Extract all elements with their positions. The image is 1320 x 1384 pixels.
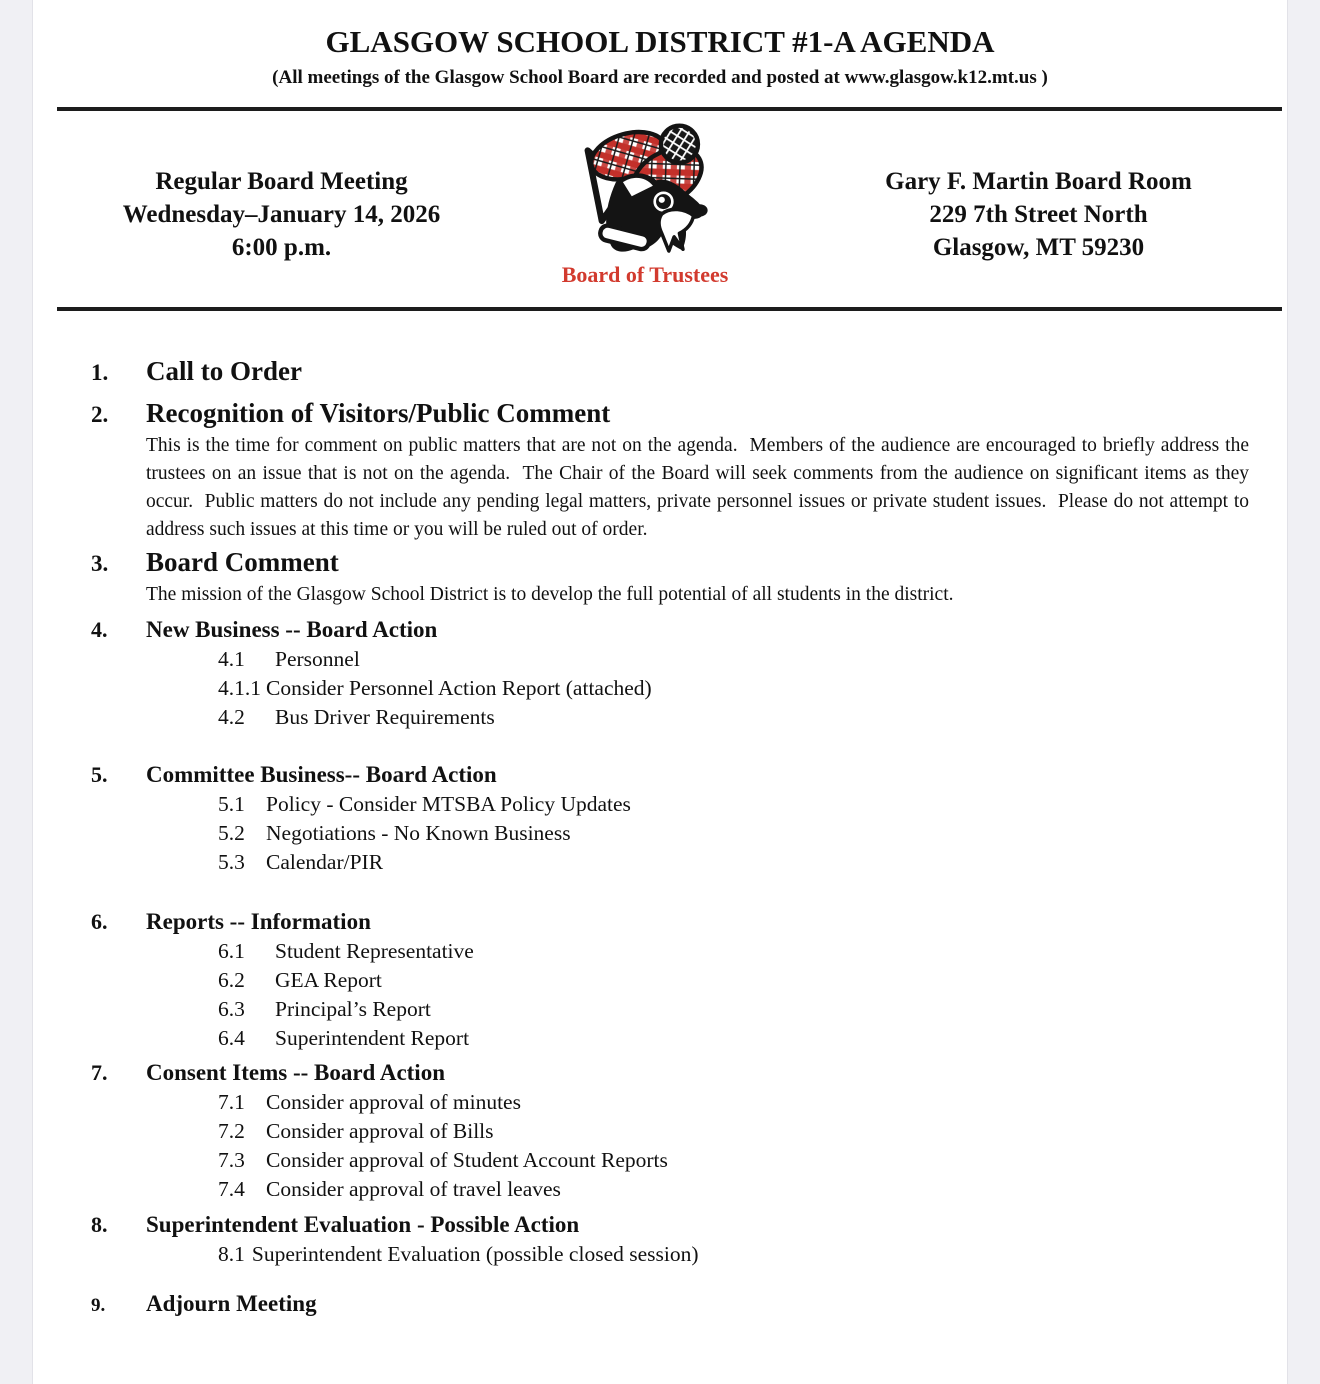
agenda-item-heading: Recognition of Visitors/Public Comment bbox=[146, 398, 611, 428]
agenda-subitem bbox=[91, 703, 1287, 732]
meeting-time: 6:00 p.m. bbox=[231, 234, 332, 261]
agenda-subitem-number: 4.2 bbox=[218, 705, 245, 729]
agenda-item-heading: Call to Order bbox=[146, 356, 302, 386]
agenda-subitem bbox=[91, 790, 1287, 819]
agenda-item-heading: Committee Business-- Board Action bbox=[146, 762, 497, 787]
agenda-subitem-number: 6.4 bbox=[218, 1026, 245, 1050]
agenda-subitem-text: Consider Personnel Action Report (attached) bbox=[266, 676, 652, 700]
agenda-item-number: 1. bbox=[91, 360, 109, 385]
agenda-subitem bbox=[91, 1175, 1287, 1204]
location-info-block bbox=[760, 111, 1287, 307]
agenda-subitem bbox=[91, 1240, 1287, 1269]
location-street: 229 7th Street North bbox=[929, 201, 1148, 228]
agenda-item-heading: Superintendent Evaluation - Possible Action bbox=[146, 1212, 580, 1237]
horizontal-rule-bottom bbox=[57, 307, 1282, 311]
agenda-heading-row bbox=[91, 1289, 1287, 1319]
agenda-subitem-text: Consider approval of Student Account Reports bbox=[266, 1148, 668, 1172]
agenda-list bbox=[33, 355, 1287, 1319]
agenda-item-heading: Reports -- Information bbox=[146, 909, 371, 934]
agenda-subitem-number: 4.1 bbox=[218, 647, 245, 671]
agenda-subitem bbox=[91, 819, 1287, 848]
meeting-type: Regular Board Meeting bbox=[155, 168, 408, 195]
agenda-subitem-number: 5.2 bbox=[218, 821, 245, 845]
agenda-item-number: 9. bbox=[91, 1295, 106, 1316]
agenda-heading-row bbox=[91, 1210, 1287, 1240]
agenda-subitem bbox=[91, 937, 1287, 966]
agenda-subitem-number: 7.3 bbox=[218, 1148, 245, 1172]
agenda-item-heading: Adjourn Meeting bbox=[146, 1291, 317, 1316]
agenda-heading-row bbox=[91, 397, 1287, 429]
agenda-item-body: The mission of the Glasgow School District is to develop the full potential of all students in the district. bbox=[146, 584, 954, 605]
agenda-section bbox=[33, 1210, 1287, 1269]
agenda-subitem-text: Superintendent Report bbox=[275, 1026, 470, 1050]
agenda-subitem-text: Bus Driver Requirements bbox=[275, 705, 495, 729]
page-subtitle: (All meetings of the Glasgow School Board are recorded and posted at www.glasgow.k12.mt.us ) bbox=[272, 67, 1048, 88]
agenda-heading-row bbox=[91, 355, 1287, 387]
agenda-item-heading: Board Comment bbox=[146, 547, 339, 577]
agenda-item-body: This is the time for comment on public matters that are not on the agenda. Members of the audience are encouraged to briefly address the trustees on an issue that is not on the agenda. The Chair of the Board will seek comments from the audience on significant items as they occur. Public matters do not include any pending legal matters, private personnel issues or private student issues. Please do not attempt to address such issues at this time or you will be ruled out of order. bbox=[146, 435, 1249, 540]
agenda-item-heading: New Business -- Board Action bbox=[146, 617, 438, 642]
agenda-section bbox=[33, 1058, 1287, 1204]
agenda-section bbox=[33, 760, 1287, 877]
agenda-subitem-number: 7.2 bbox=[218, 1119, 245, 1143]
location-city: Glasgow, MT 59230 bbox=[932, 234, 1145, 261]
agenda-subitem-text: Consider approval of travel leaves bbox=[266, 1177, 561, 1201]
agenda-subitem-number: 6.2 bbox=[218, 968, 245, 992]
agenda-item-heading: Consent Items -- Board Action bbox=[146, 1060, 445, 1085]
agenda-subitem bbox=[91, 966, 1287, 995]
agenda-heading-row bbox=[91, 760, 1287, 790]
location-room: Gary F. Martin Board Room bbox=[885, 168, 1192, 195]
page-title: GLASGOW SCHOOL DISTRICT #1-A AGENDA bbox=[325, 24, 995, 59]
agenda-section bbox=[33, 907, 1287, 1053]
agenda-subitem-number: 5.1 bbox=[218, 792, 245, 816]
agenda-heading-row bbox=[91, 907, 1287, 937]
agenda-heading-row bbox=[91, 1058, 1287, 1088]
agenda-page bbox=[32, 0, 1288, 1384]
scottie-dog-logo bbox=[570, 117, 720, 265]
agenda-subitem-number: 5.3 bbox=[218, 850, 245, 874]
agenda-subitem-text: Calendar/PIR bbox=[266, 850, 384, 874]
agenda-subitem bbox=[91, 848, 1287, 877]
agenda-subitem-number: 4.1.1 bbox=[218, 676, 261, 700]
agenda-section bbox=[33, 615, 1287, 732]
agenda-item-number: 3. bbox=[91, 551, 109, 576]
agenda-subitem bbox=[91, 645, 1287, 674]
logo-caption: Board of Trustees bbox=[561, 262, 729, 287]
agenda-subitem-number: 7.1 bbox=[218, 1090, 245, 1114]
agenda-subitem-number: 6.1 bbox=[218, 939, 245, 963]
logo-column bbox=[530, 111, 760, 307]
agenda-subitem-text: Personnel bbox=[275, 647, 360, 671]
agenda-subitem-text: Student Representative bbox=[275, 939, 474, 963]
agenda-subitem-text: Policy - Consider MTSBA Policy Updates bbox=[266, 792, 631, 816]
agenda-subitem bbox=[91, 674, 1287, 703]
agenda-subitem-text: GEA Report bbox=[275, 968, 382, 992]
agenda-subitem-text: Principal’s Report bbox=[275, 997, 431, 1021]
agenda-subitem-number: 6.3 bbox=[218, 997, 245, 1021]
agenda-subitem bbox=[91, 1146, 1287, 1175]
agenda-subitem bbox=[91, 1117, 1287, 1146]
agenda-subitem-text: Negotiations - No Known Business bbox=[266, 821, 571, 845]
agenda-item-number: 2. bbox=[91, 402, 109, 427]
agenda-subitem bbox=[91, 995, 1287, 1024]
meeting-header bbox=[33, 111, 1287, 307]
agenda-item-number: 4. bbox=[91, 617, 108, 642]
agenda-item-number: 5. bbox=[91, 762, 108, 787]
meeting-info-block bbox=[33, 111, 530, 307]
agenda-section bbox=[33, 1289, 1287, 1319]
agenda-section bbox=[33, 546, 1287, 609]
agenda-item-number: 7. bbox=[91, 1060, 108, 1085]
agenda-heading-row bbox=[91, 546, 1287, 578]
agenda-item-number: 8. bbox=[91, 1212, 108, 1237]
agenda-subitem-text: Superintendent Evaluation (possible closed session) bbox=[251, 1242, 699, 1266]
agenda-section bbox=[33, 397, 1287, 544]
agenda-subitem-text: Consider approval of minutes bbox=[266, 1090, 521, 1114]
agenda-subitem-number: 7.4 bbox=[218, 1177, 245, 1201]
agenda-heading-row bbox=[91, 615, 1287, 645]
agenda-section bbox=[33, 355, 1287, 387]
meeting-date: Wednesday–January 14, 2026 bbox=[122, 201, 441, 228]
agenda-subitem bbox=[91, 1088, 1287, 1117]
agenda-subitem-text: Consider approval of Bills bbox=[266, 1119, 494, 1143]
agenda-item-number: 6. bbox=[91, 909, 108, 934]
agenda-subitem bbox=[91, 1024, 1287, 1053]
agenda-subitem-number: 8.1 bbox=[218, 1242, 245, 1266]
